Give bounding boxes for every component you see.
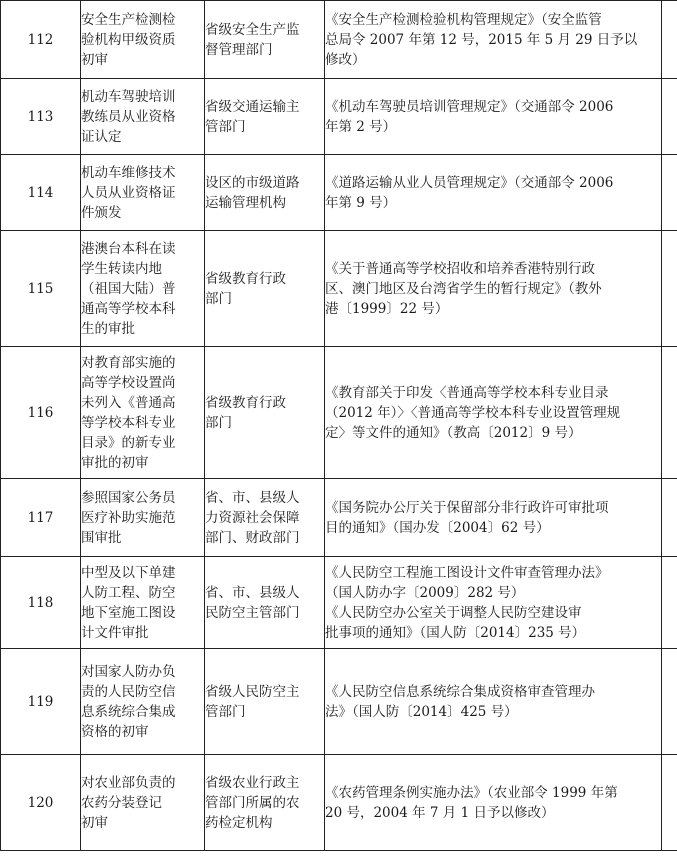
- implementing-department: [205, 755, 325, 851]
- item-line: 息系统综合集成: [81, 703, 176, 720]
- item-line: 机动车维修技术: [81, 164, 176, 181]
- right-margin-cell: [662, 649, 677, 755]
- item-line: 件颁发: [81, 204, 122, 221]
- basis-line: 《教育部关于印发〈普通高等学校本科专业目录: [325, 384, 609, 401]
- basis-line: 港〔1999〕22 号）: [325, 300, 449, 317]
- row-number: 115: [1, 231, 81, 347]
- department-line: 省级教育行政: [205, 394, 286, 411]
- table-row: [1, 155, 677, 231]
- basis-line: 定〉等文件的通知》（教高〔2012〕9 号）: [325, 424, 582, 441]
- item-line: 学生转读内地: [81, 260, 162, 277]
- item-name: [81, 755, 205, 851]
- legal-basis: [325, 231, 662, 347]
- item-line: 中型及以下单建: [81, 564, 176, 581]
- department-line: 管部门所属的农: [205, 794, 300, 811]
- department-line: 省级交通运输主: [205, 98, 300, 115]
- item-line: 机动车驾驶培训: [81, 88, 176, 105]
- item-line: 对教育部实施的: [81, 354, 176, 371]
- department-line: 运输管理机构: [205, 194, 286, 211]
- basis-line: 《人民防空工程施工图设计文件审查管理办法》: [325, 564, 609, 581]
- basis-line: （国人防办字〔2009〕282 号）: [325, 584, 525, 601]
- item-line: 农药分装登记: [81, 794, 162, 811]
- table-row: [1, 479, 677, 557]
- table-row: [1, 1, 677, 79]
- item-name: [81, 347, 205, 479]
- basis-line: 年第 2 号）: [325, 118, 397, 135]
- department-line: 部门: [205, 414, 232, 431]
- implementing-department: [205, 231, 325, 347]
- legal-basis: [325, 155, 662, 231]
- table-row: [1, 231, 677, 347]
- implementing-department: [205, 347, 325, 479]
- row-number: 114: [1, 155, 81, 231]
- item-line: 通高等学校本科: [81, 300, 176, 317]
- right-margin-cell: [662, 755, 677, 851]
- basis-line: 目的通知》（国办发〔2004〕62 号）: [325, 519, 550, 536]
- item-name: [81, 557, 205, 649]
- department-line: 省级农业行政主: [205, 774, 300, 791]
- item-name: [81, 231, 205, 347]
- basis-line: 批事项的通知》（国人防〔2014〕235 号）: [325, 624, 586, 641]
- basis-line: 《国务院办公厅关于保留部分非行政许可审批项: [325, 499, 609, 516]
- department-line: 省级教育行政: [205, 270, 286, 287]
- department-line: 设区的市级道路: [205, 174, 300, 191]
- department-line: 管部门: [205, 703, 246, 720]
- item-line: 验机构甲级资质: [81, 31, 176, 48]
- item-line: 审批的初审: [81, 454, 149, 471]
- department-line: 省、市、县级人: [205, 489, 300, 506]
- basis-line: 《人民防空信息系统综合集成资格审查管理办: [325, 683, 595, 700]
- department-line: 部门: [205, 290, 232, 307]
- basis-line: 区、澳门地区及台湾省学生的暂行规定》（教外: [325, 280, 602, 297]
- item-line: 资格的初审: [81, 723, 149, 740]
- right-margin-cell: [662, 231, 677, 347]
- table-row: [1, 79, 677, 155]
- item-line: 地下室施工图设: [81, 604, 176, 621]
- table-row: [1, 649, 677, 755]
- legal-basis: [325, 479, 662, 557]
- legal-basis: [325, 1, 662, 79]
- row-number: 120: [1, 755, 81, 851]
- item-line: 安全生产检测检: [81, 11, 176, 28]
- item-line: 未列入《普通高: [81, 394, 176, 411]
- basis-line: 《农药管理条例实施办法》（农业部令 1999 年第: [325, 784, 618, 801]
- department-line: 药检定机构: [205, 814, 273, 831]
- item-line: 初审: [81, 814, 108, 831]
- right-margin-cell: [662, 1, 677, 79]
- department-line: 省、市、县级人: [205, 584, 300, 601]
- row-number: 116: [1, 347, 81, 479]
- department-line: 民防空主管部门: [205, 604, 300, 621]
- item-name: [81, 79, 205, 155]
- item-line: 对国家人防办负: [81, 663, 176, 680]
- item-name: [81, 1, 205, 79]
- basis-line: 《道路运输从业人员管理规定》（交通部令 2006: [325, 174, 614, 191]
- legal-basis: [325, 755, 662, 851]
- right-margin-cell: [662, 479, 677, 557]
- item-line: 教练员从业资格: [81, 108, 176, 125]
- department-line: 督管理部门: [205, 41, 273, 58]
- row-number: 117: [1, 479, 81, 557]
- table-row: [1, 557, 677, 649]
- implementing-department: [205, 557, 325, 649]
- implementing-department: [205, 155, 325, 231]
- row-number: 119: [1, 649, 81, 755]
- basis-line: 《安全生产检测检验机构管理规定》（安全监管: [325, 11, 602, 28]
- item-name: [81, 479, 205, 557]
- right-margin-cell: [662, 347, 677, 479]
- item-line: （祖国大陆）普: [81, 280, 176, 297]
- implementing-department: [205, 649, 325, 755]
- right-margin-cell: [662, 79, 677, 155]
- item-line: 港澳台本科在读: [81, 240, 176, 257]
- department-line: 省级安全生产监: [205, 21, 300, 38]
- table-row: [1, 347, 677, 479]
- department-line: 力资源社会保障: [205, 509, 300, 526]
- legal-basis: [325, 79, 662, 155]
- implementing-department: [205, 79, 325, 155]
- basis-line: 总局令 2007 年第 12 号，2015 年 5 月 29 日予以: [325, 31, 638, 48]
- right-margin-cell: [662, 155, 677, 231]
- basis-line: 年第 9 号）: [325, 194, 397, 211]
- basis-line: 修改）: [325, 51, 366, 68]
- legal-basis: [325, 347, 662, 479]
- item-line: 高等学校设置尚: [81, 374, 176, 391]
- item-line: 计文件审批: [81, 624, 149, 641]
- row-number: 112: [1, 1, 81, 79]
- item-line: 参照国家公务员: [81, 489, 176, 506]
- basis-line: （2012 年）〉〈普通高等学校本科专业设置管理规: [325, 404, 621, 421]
- item-line: 对农业部负责的: [81, 774, 176, 791]
- basis-line: 《人民防空办公室关于调整人民防空建设审: [325, 604, 582, 621]
- item-line: 初审: [81, 51, 108, 68]
- item-line: 人防工程、防空: [81, 584, 176, 601]
- table-row: [1, 755, 677, 851]
- basis-line: 20 号，2004 年 7 月 1 日予以修改）: [325, 804, 555, 821]
- item-line: 等学校本科专业: [81, 414, 176, 431]
- item-line: 医疗补助实施范: [81, 509, 176, 526]
- item-line: 证认定: [81, 128, 122, 145]
- department-line: 管部门: [205, 118, 246, 135]
- item-name: [81, 155, 205, 231]
- item-line: 人员从业资格证: [81, 184, 176, 201]
- implementing-department: [205, 479, 325, 557]
- row-number: 113: [1, 79, 81, 155]
- right-margin-cell: [662, 557, 677, 649]
- basis-line: 《机动车驾驶员培训管理规定》（交通部令 2006: [325, 98, 614, 115]
- item-line: 生的审批: [81, 320, 135, 337]
- basis-line: 《关于普通高等学校招收和培养香港特别行政: [325, 260, 595, 277]
- basis-line: 法》（国人防〔2014〕425 号）: [325, 703, 518, 720]
- legal-basis: [325, 557, 662, 649]
- item-line: 责的人民防空信: [81, 683, 176, 700]
- item-name: [81, 649, 205, 755]
- department-line: 部门、财政部门: [205, 529, 300, 546]
- implementing-department: [205, 1, 325, 79]
- department-line: 省级人民防空主: [205, 683, 300, 700]
- item-line: 围审批: [81, 529, 122, 546]
- row-number: 118: [1, 557, 81, 649]
- legal-basis: [325, 649, 662, 755]
- item-line: 目录》的新专业: [81, 434, 176, 451]
